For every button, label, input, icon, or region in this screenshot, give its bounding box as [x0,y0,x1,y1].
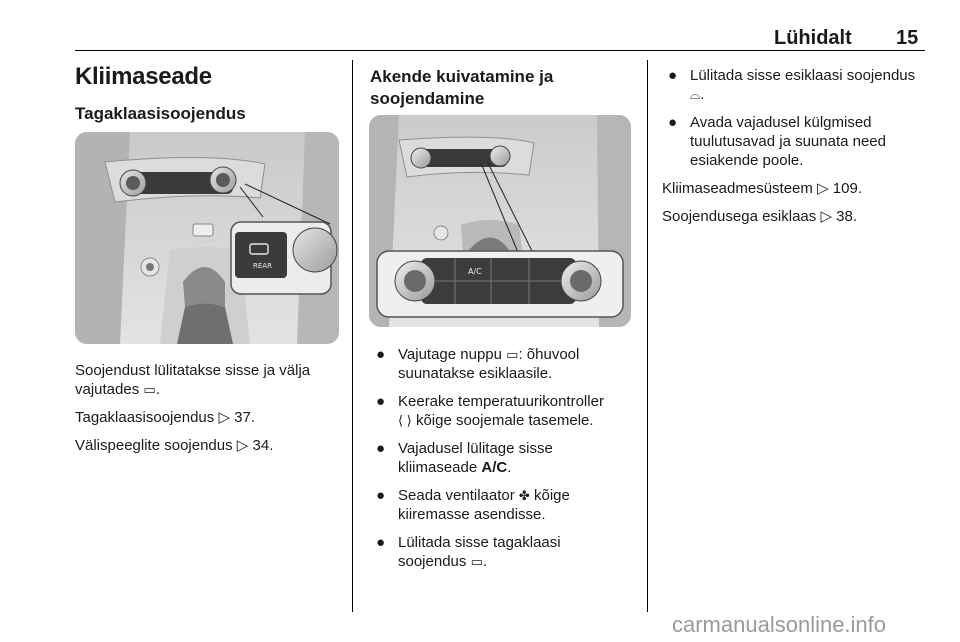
column-3-body [662,66,924,235]
cross-reference[interactable]: Soojendusega esiklaas ▷ 38. [662,208,858,225]
triangle-right-icon: ▷ [817,180,829,197]
list-item: ● Lülitada sisse esiklaasi soojendus ⌓. [668,67,916,103]
running-header-title: Lühidalt [774,27,852,49]
column-1-body [75,361,340,464]
subsection-title: Akende kuivatamine ja soojendamine [370,67,554,108]
svg-text:A/C: A/C [468,267,482,276]
cross-reference[interactable]: Kliimaseadmesüsteem ▷ 109. [662,180,862,197]
list-item: ● Lülitada sisse tagaklaasi soojendus ▭. [376,534,561,570]
fan-icon: ✤ [518,488,530,503]
triangle-right-icon: ▷ [218,409,230,426]
subsection-title: Tagaklaasisoojendus [75,104,246,123]
paragraph-rear-heater: Soojendust lülitatakse sisse ja välja vajutades ▭. [75,362,311,398]
triangle-right-icon: ▷ [236,437,249,454]
section-title: Kliimaseade [75,63,212,90]
bullet-icon: ● [668,67,678,84]
bullet-icon: ● [376,346,386,363]
bullet-icon: ● [376,440,386,457]
cross-reference[interactable]: Tagaklaasisoojendus ▷ 37. [75,409,256,426]
temperature-knob-icon: ⟨ ⟩ [398,413,412,428]
bullet-icon: ● [376,534,386,551]
svg-text:REAR: REAR [253,262,272,270]
header-rule [75,50,925,51]
list-item: ● Avada vajadusel külgmised tuulutusavad ja suunata need esiakende poole. [668,114,886,169]
watermark: carmanualsonline.info [672,612,887,637]
column-2-body [370,345,632,580]
rear-window-heater-illustration [75,132,339,344]
windscreen-air-icon: ▭ [506,347,519,362]
column-divider-1 [352,60,353,612]
list-item: ● Vajutage nuppu ▭: õhuvool suunatakse esiklaasile. [376,346,580,382]
climate-control-illustration [369,115,631,327]
list-item: ● Seada ventilaator ✤ kõige kiiremasse asendisse. [376,487,570,523]
instruction-list [662,66,924,170]
rear-window-heater-icon: ▭ [470,554,483,569]
bullet-icon: ● [376,393,386,410]
rear-window-heater-icon: ▭ [143,382,156,397]
column-divider-2 [647,60,648,612]
instruction-list [370,345,632,571]
page-number: 15 [896,27,919,49]
list-item: ● Keerake temperatuurikontroller ⟨ ⟩ kõige soojemale tasemele. [376,393,604,429]
triangle-right-icon: ▷ [820,208,832,225]
list-item: ● Vajadusel lülitage sisse kliimaseade A/C. [376,440,553,476]
bullet-icon: ● [668,114,678,131]
cross-reference[interactable]: Välispeeglite soojendus ▷ 34. [75,437,274,454]
bullet-icon: ● [376,487,386,504]
windscreen-heater-icon: ⌓ [690,87,701,102]
